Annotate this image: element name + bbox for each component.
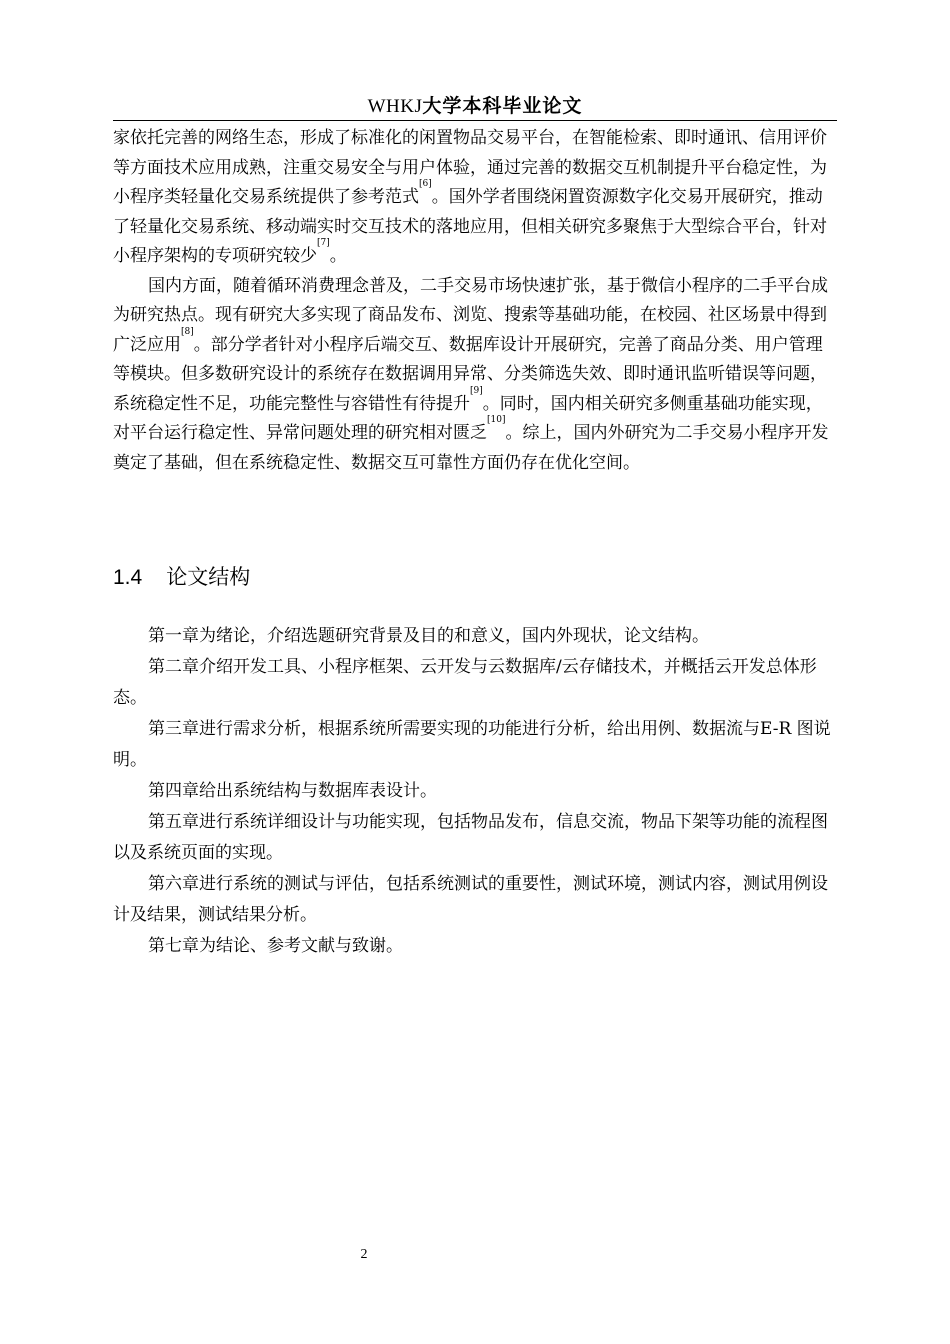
body-text [113,124,837,478]
citation: [9] [470,385,483,396]
paragraph-text: 。 [329,246,347,266]
paragraph-text: 。综上，国内外研究为二手交易小程序开发奠定了基础，但在系统稳定性、数据交互可靠性方面仍存在优化空间。 [113,423,829,473]
paragraph-text: 。国外学者围绕闲置资源数字化交易开展研究，推动了轻量化交易系统、移动端实时交互技术的落地应用，但相关研究多聚焦于大型综合平台，针对小程序架构的专项研究较少 [113,187,827,266]
paragraph-text: 。同时，国内相关研究多侧重基础功能实现，对平台运行稳定性、异常问题处理的研究相对匮乏 [113,393,823,443]
structure-list [113,621,837,962]
section-number: 1.4 [113,566,143,589]
header-document-type: 大学本科毕业论文 [422,95,583,117]
structure-paragraph: 第一章为绪论，介绍选题研究背景及目的和意义，国内外现状，论文结构。 [148,626,709,646]
section-heading [113,560,250,595]
section-title: 论文结构 [166,565,251,589]
structure-paragraph: 第二章介绍开发工具、小程序框架、云开发与云数据库/云存储技术，并概括云开发总体形态。 [113,657,817,708]
structure-paragraph: 第五章进行系统详细设计与功能实现，包括物品发布，信息交流，物品下架等功能的流程图以及系统页面的实现。 [113,812,828,863]
citation: [10] [487,415,506,425]
structure-paragraph: 第四章给出系统结构与数据库表设计。 [148,781,437,801]
intro-paragraph [113,124,837,272]
header-institution-code: WHKJ [367,96,423,117]
paragraph-text: 家依托完善的网络生态，形成了标准化的闲置物品交易平台，在智能检索、即时通讯、信用评价等方面技术应用成熟，注重交易安全与用户体验，通过完善的数据交互机制提升平台稳定性，为小程序类轻量化交易系统提供了参考范式 [113,128,827,207]
citation: [8] [181,326,194,337]
running-header [113,92,837,121]
citation: [7] [317,238,330,248]
paragraph-text: 国内方面，随着循环消费理念普及，二手交易市场快速扩张，基于微信小程序的二手平台成为研究热点。现有研究大多实现了商品发布、浏览、搜索等基础功能，在校园、社区场景中得到广泛应用 [113,275,828,355]
domestic-paragraph [113,272,837,479]
structure-paragraph: 第六章进行系统的测试与评估，包括系统测试的重要性，测试环境，测试内容，测试用例设计及结果，测试结果分析。 [113,874,828,925]
paragraph-text: 。部分学者针对小程序后端交互、数据库设计开展研究，完善了商品分类、用户管理等模块。但多数研究设计的系统存在数据调用异常、分类筛选失效、即时通讯监听错误等问题，系统稳定性不足，功能完整性与容错性有待提升 [113,334,827,414]
citation: [6] [419,179,432,189]
page-number: 2 [360,1247,368,1262]
structure-paragraph: 第七章为结论、参考文献与致谢。 [148,936,403,956]
structure-paragraph: 第三章进行需求分析，根据系统所需要实现的功能进行分析，给出用例、数据流与E-R 图说明。 [113,719,831,770]
